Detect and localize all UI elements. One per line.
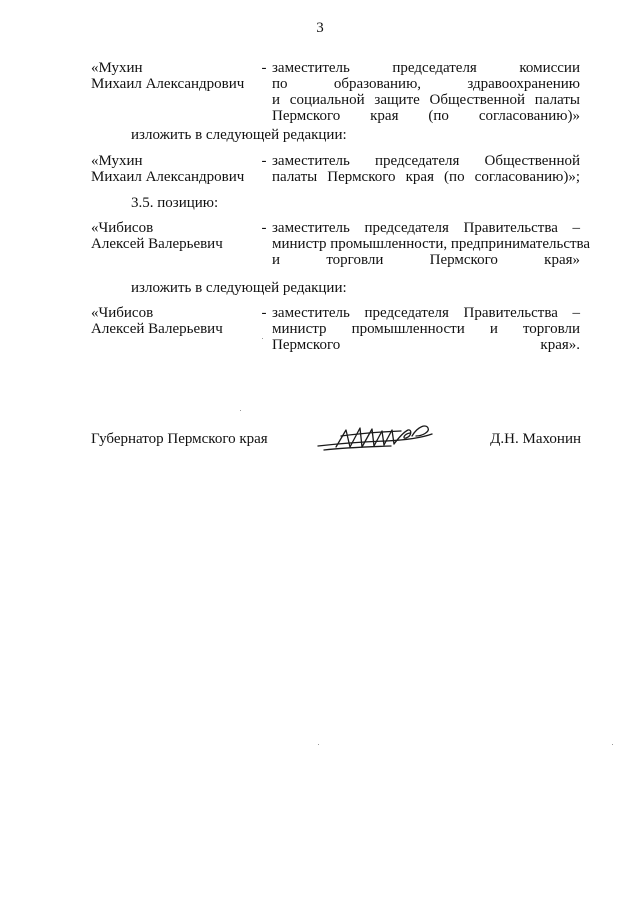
- position-description: [272, 153, 580, 185]
- person-name: [91, 60, 256, 92]
- dash: -: [261, 60, 267, 76]
- section-heading: 3.5. позицию:: [131, 195, 219, 211]
- person-name: [91, 153, 256, 185]
- desc-word: здравоохранению: [467, 76, 580, 92]
- desc-line: [272, 76, 580, 92]
- name-line: «Мухин: [91, 60, 143, 76]
- desc-line: палаты Пермского края (по согласованию)»;: [272, 169, 580, 185]
- desc-word: министр: [272, 321, 327, 337]
- desc-word: образованию,: [333, 76, 422, 92]
- desc-word: комиссии: [519, 60, 580, 76]
- name-line: Михаил Александрович: [91, 76, 245, 92]
- dash: -: [261, 153, 267, 169]
- desc-word: торговли: [522, 321, 580, 337]
- signatory-name: Д.Н. Махонин: [490, 431, 581, 447]
- instruction-text: изложить в следующей редакции:: [131, 280, 347, 296]
- desc-word: заместитель: [272, 60, 350, 76]
- desc-line: и торговли Пермского края»: [272, 252, 580, 268]
- position-description: [272, 60, 580, 124]
- desc-word: председателя: [374, 153, 460, 169]
- desc-line: [272, 153, 580, 169]
- desc-line: [272, 60, 580, 76]
- position-description: [272, 305, 580, 353]
- desc-word: и: [489, 321, 498, 337]
- desc-line: заместитель председателя Правительства –: [272, 305, 580, 321]
- signatory-title: Губернатор Пермского края: [91, 431, 268, 447]
- dash: -: [261, 305, 267, 321]
- desc-line: министр промышленности, предпринимательства: [272, 236, 591, 252]
- scan-speck: [240, 410, 241, 411]
- name-line: Алексей Валерьевич: [91, 321, 223, 337]
- name-line: «Чибисов: [91, 220, 154, 236]
- desc-word: председателя: [392, 60, 477, 76]
- desc-line: Пермского края».: [272, 337, 580, 353]
- desc-word: заместитель: [272, 153, 350, 169]
- position-description: [272, 220, 591, 268]
- desc-line: [272, 321, 580, 337]
- instruction-text: изложить в следующей редакции:: [131, 127, 347, 143]
- handwritten-signature: [316, 416, 436, 466]
- desc-word: Общественной: [484, 153, 580, 169]
- person-name: [91, 305, 256, 337]
- desc-line: Пермского края (по согласованию)»: [272, 108, 580, 124]
- name-line: Михаил Александрович: [91, 169, 245, 185]
- scan-speck: [318, 744, 319, 745]
- desc-word: по: [272, 76, 288, 92]
- page-number: 3: [316, 20, 324, 36]
- desc-word: промышленности: [351, 321, 465, 337]
- name-line: «Чибисов: [91, 305, 154, 321]
- name-line: «Мухин: [91, 153, 143, 169]
- scan-speck: [262, 338, 263, 339]
- person-name: [91, 220, 256, 252]
- desc-line: и социальной защите Общественной палаты: [272, 92, 580, 108]
- desc-line: заместитель председателя Правительства –: [272, 220, 580, 236]
- name-line: Алексей Валерьевич: [91, 236, 223, 252]
- dash: -: [261, 220, 267, 236]
- scan-speck: [612, 744, 613, 745]
- signature-block: [91, 428, 581, 468]
